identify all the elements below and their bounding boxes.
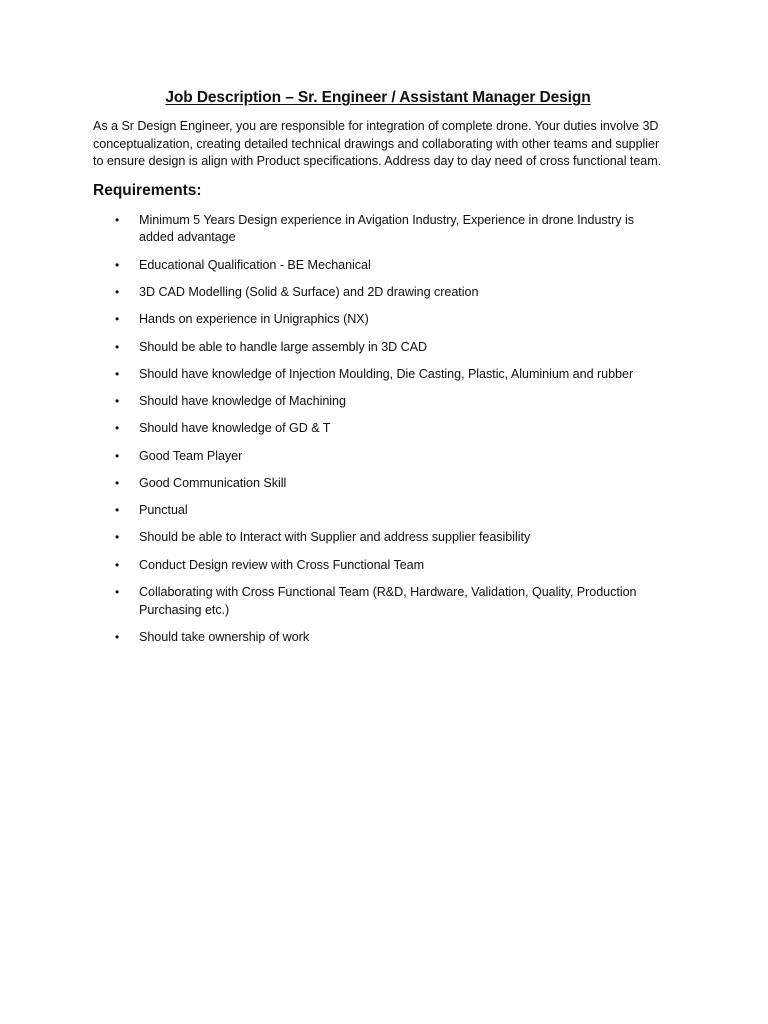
requirement-text: Minimum 5 Years Design experience in Avigation Industry, Experience in drone Industry is added advantage — [139, 212, 634, 245]
bullet-icon: • — [115, 475, 120, 490]
requirement-text: 3D CAD Modelling (Solid & Surface) and 2D drawing creation — [139, 284, 479, 299]
requirement-text: Hands on experience in Unigraphics (NX) — [139, 312, 369, 327]
requirement-item — [93, 212, 663, 247]
requirement-item — [93, 420, 663, 438]
bullet-icon: • — [115, 585, 120, 600]
bullet-icon: • — [115, 448, 120, 463]
requirements-list — [93, 212, 663, 647]
requirement-text: Should take ownership of work — [139, 629, 310, 644]
bullet-icon: • — [115, 394, 120, 409]
bullet-icon: • — [115, 339, 120, 354]
bullet-icon: • — [115, 257, 120, 272]
requirement-text: Punctual — [139, 503, 188, 518]
requirement-text: Should have knowledge of GD & T — [139, 421, 331, 436]
bullet-icon: • — [115, 366, 120, 381]
requirement-item — [93, 393, 663, 411]
requirement-item — [93, 557, 663, 575]
bullet-icon: • — [115, 421, 120, 436]
requirement-item — [93, 502, 663, 520]
bullet-icon: • — [115, 212, 120, 227]
bullet-icon: • — [115, 503, 120, 518]
requirement-item — [93, 529, 663, 547]
requirement-item — [93, 475, 663, 493]
document-body — [93, 88, 663, 656]
requirement-item — [93, 284, 663, 302]
intro-paragraph: As a Sr Design Engineer, you are responsible for integration of complete drone. Your duties involve 3D conceptualization, creating detailed technical drawings and collaborating with other teams and supplier to ensure design is align with Product specifications. Address day to day need of cross functional team. — [93, 119, 662, 169]
requirement-text: Should be able to handle large assembly in 3D CAD — [139, 339, 428, 354]
requirement-item — [93, 257, 663, 275]
requirement-item — [93, 629, 663, 647]
requirement-item — [93, 339, 663, 357]
requirement-text: Educational Qualification - BE Mechanical — [139, 257, 371, 272]
requirement-item — [93, 366, 663, 384]
requirement-item — [93, 584, 663, 619]
requirement-text: Should have knowledge of Injection Moulding, Die Casting, Plastic, Aluminium and rubber — [139, 366, 634, 381]
requirements-heading: Requirements: — [93, 181, 202, 199]
bullet-icon: • — [115, 312, 120, 327]
requirement-item — [93, 311, 663, 329]
requirement-text: Collaborating with Cross Functional Team (R&D, Hardware, Validation, Quality, Production Purchasing etc.) — [139, 585, 637, 617]
bullet-icon: • — [115, 629, 120, 644]
requirement-text: Should have knowledge of Machining — [139, 394, 346, 409]
bullet-icon: • — [115, 284, 120, 299]
requirement-item — [93, 448, 663, 466]
requirement-text: Good Team Player — [139, 448, 243, 463]
requirement-text: Conduct Design review with Cross Functional Team — [139, 557, 425, 572]
requirement-text: Good Communication Skill — [139, 475, 287, 490]
requirement-text: Should be able to Interact with Supplier and address supplier feasibility — [139, 530, 531, 545]
bullet-icon: • — [115, 530, 120, 545]
bullet-icon: • — [115, 557, 120, 572]
document-title: Job Description – Sr. Engineer / Assistant Manager Design — [165, 89, 591, 106]
